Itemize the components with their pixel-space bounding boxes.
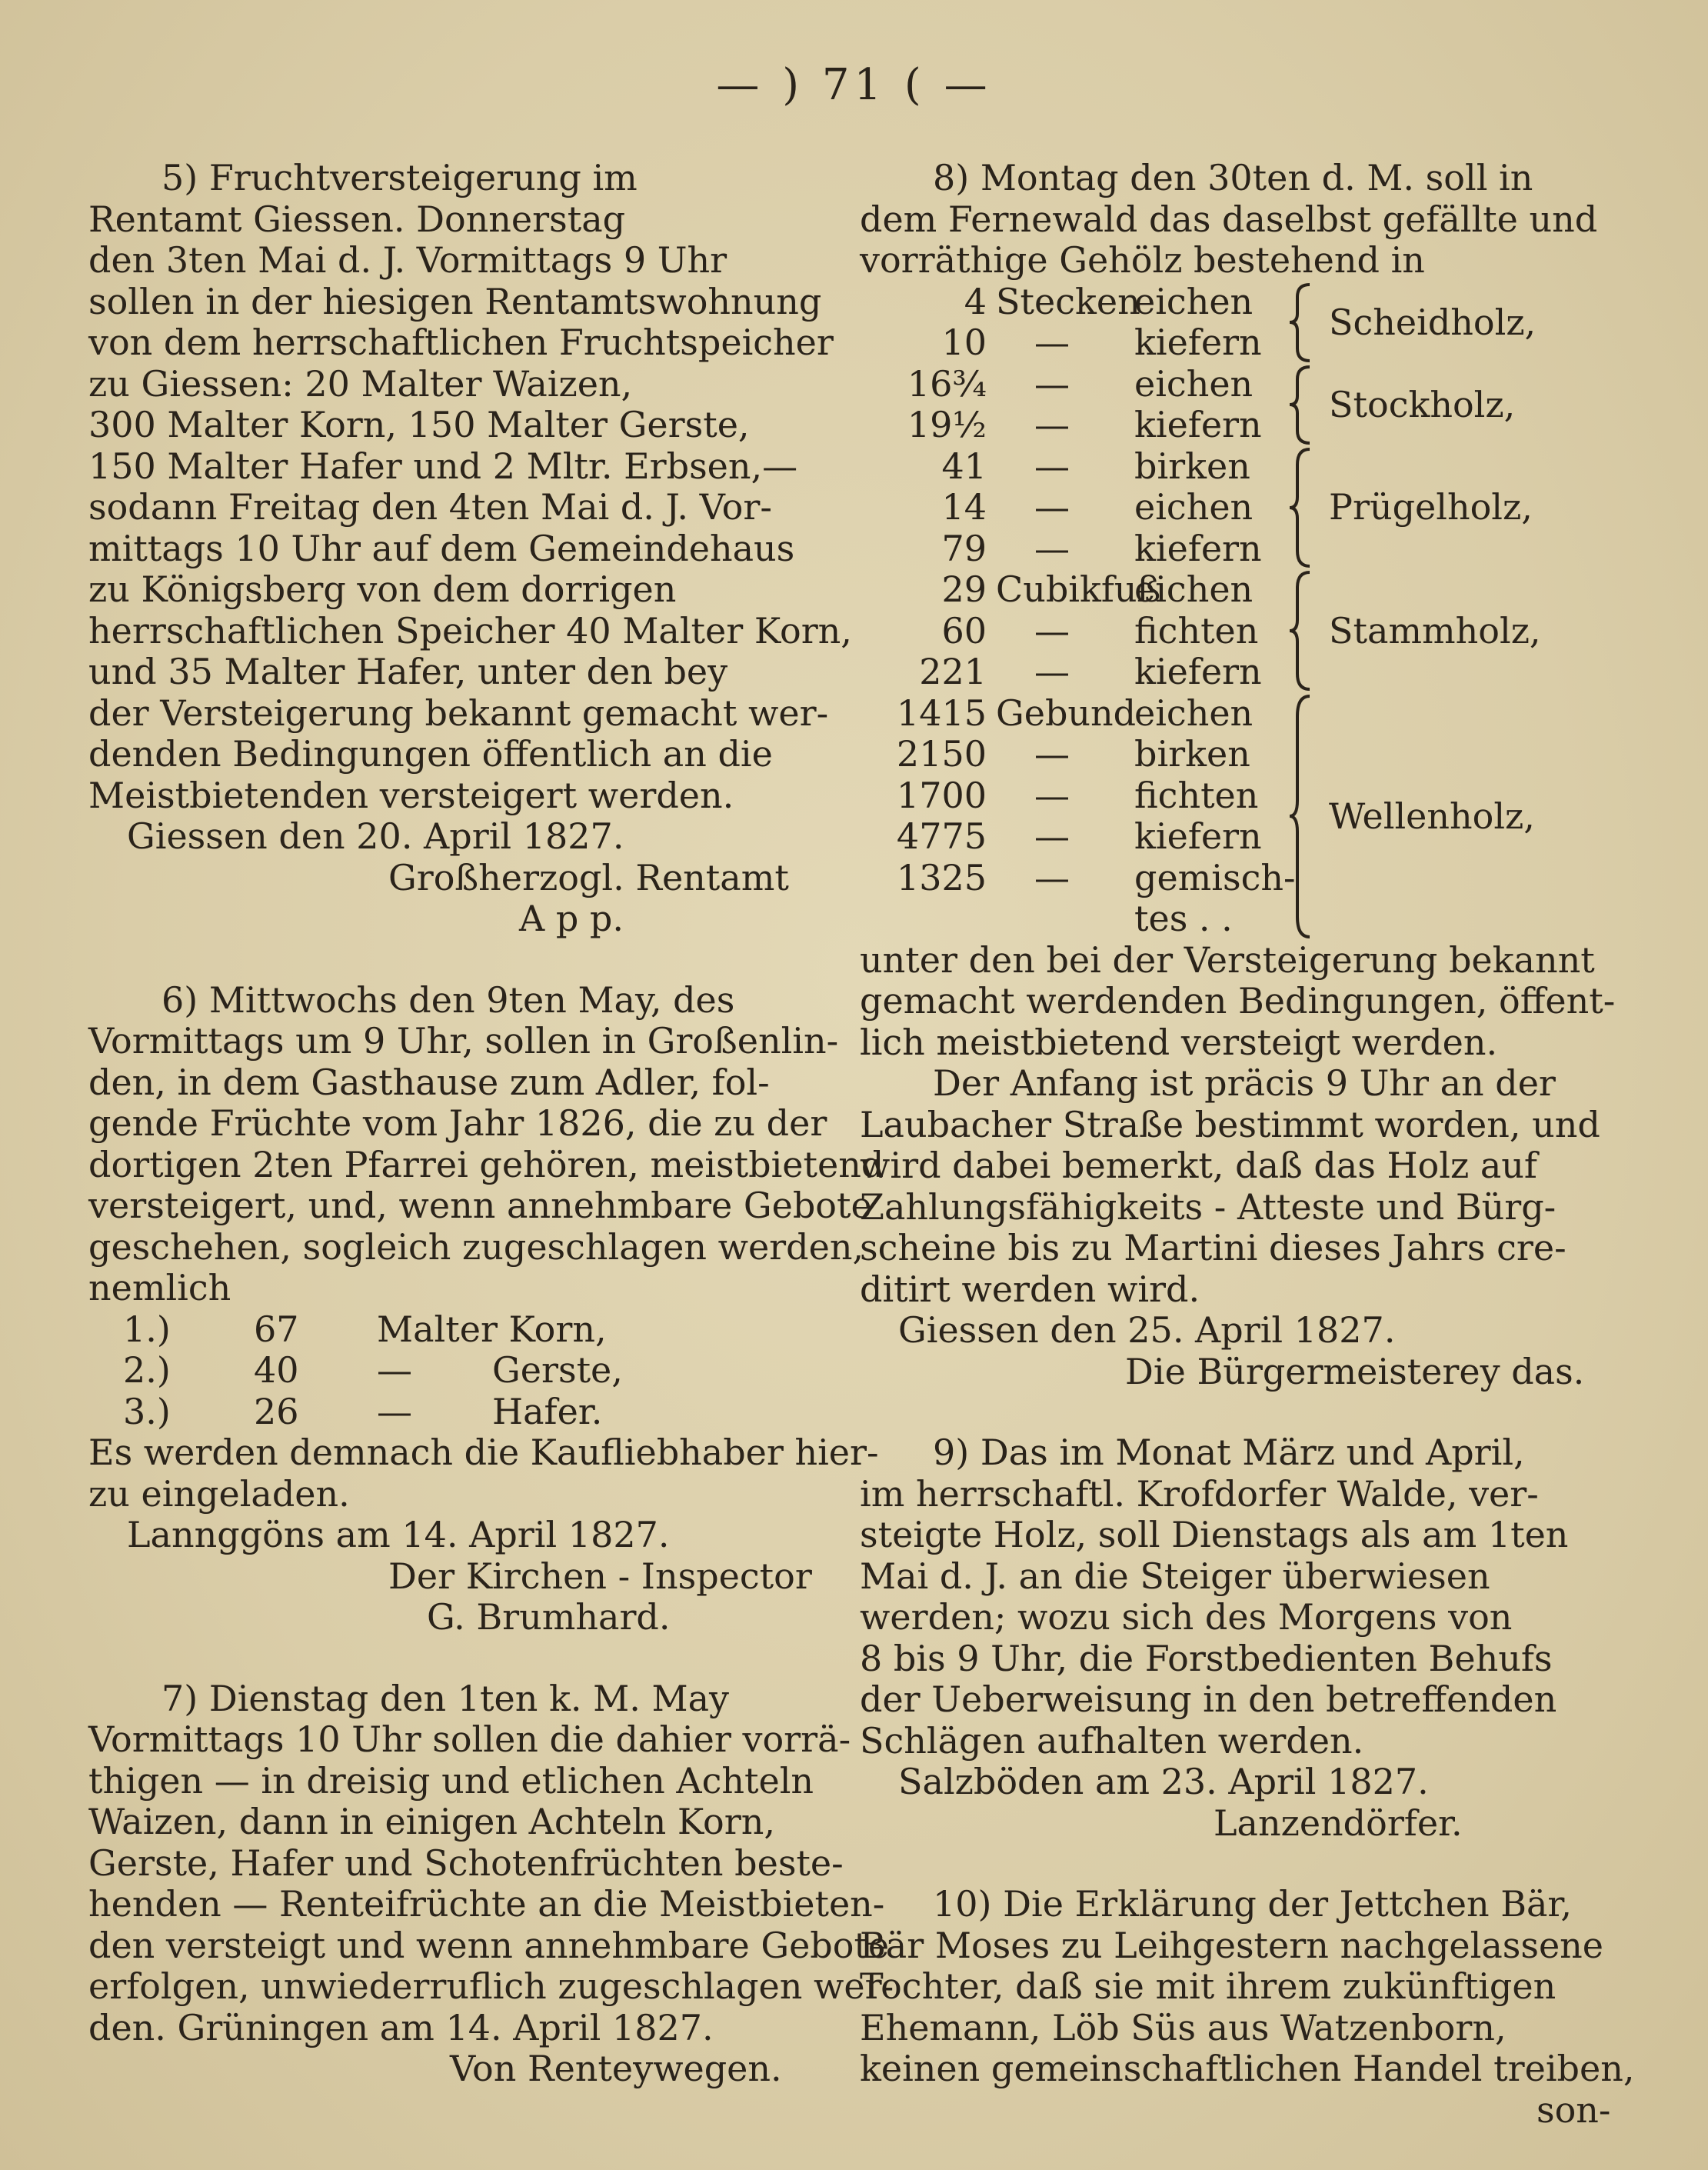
- page-header: — ) 71 ( —: [716, 60, 992, 110]
- notice-line: 8) Montag den 30ten d. M. soll in: [933, 157, 1533, 198]
- brace-icon: [1287, 282, 1317, 364]
- notice-line: gemacht werdenden Bedingungen, öffent-: [860, 980, 1616, 1022]
- notice-line: herrschaftlichen Speicher 40 Malter Korn,: [88, 609, 852, 652]
- notice-line: den, in dem Gasthause zum Adler, fol-: [88, 1061, 770, 1103]
- notice-line: zu eingeladen.: [88, 1472, 350, 1515]
- notice-line: und 35 Malter Hafer, unter den bey: [88, 651, 728, 692]
- signature-name: A p p.: [519, 898, 624, 939]
- place-date: Lannggöns am 14. April 1827.: [127, 1514, 670, 1555]
- notice-line: 7) Dienstag den 1ten k. M. May: [161, 1677, 729, 1719]
- notice-10: [860, 1883, 1635, 2131]
- notice-6: [88, 978, 884, 1638]
- wood-group-label: Stammholz,: [1329, 609, 1541, 652]
- notice-line: Vormittags 10 Uhr sollen die dahier vorrä-: [88, 1718, 851, 1760]
- brace-icon: [1287, 364, 1317, 446]
- notice-line: nemlich: [88, 1267, 231, 1308]
- notice-line: 8 bis 9 Uhr, die Forstbedienten Behufs: [860, 1637, 1553, 1679]
- place-date: Giessen den 20. April 1827.: [127, 815, 624, 857]
- notice-line: denden Bedingungen öffentlich an die: [88, 733, 773, 775]
- notice-line: zu Giessen: 20 Malter Waizen,: [88, 362, 633, 405]
- notice-line: versteigert, und, wenn annehmbare Gebote: [88, 1185, 872, 1226]
- notice-line: Vormittags um 9 Uhr, sollen in Großenlin-: [88, 1020, 839, 1062]
- wood-table: [860, 282, 1617, 940]
- notice-line: im herrschaftl. Krofdorfer Walde, ver-: [860, 1472, 1539, 1515]
- notice-line: den. Grüningen am 14. April 1827.: [88, 2006, 714, 2048]
- table-row: 1700 — fichten: [896, 774, 1259, 816]
- wood-group-label: Scheidholz,: [1329, 301, 1537, 343]
- table-row: 4 Stecken eichen: [964, 280, 1254, 322]
- notice-line: sodann Freitag den 4ten Mai d. J. Vor-: [88, 486, 772, 528]
- table-row: 16¾ — eichen: [907, 362, 1254, 405]
- notice-5: [88, 157, 852, 940]
- brace-icon: [1287, 446, 1317, 569]
- notice-line: vorräthige Gehölz bestehend in: [860, 239, 1425, 281]
- notice-line: Rentamt Giessen. Donnerstag: [88, 198, 626, 240]
- notice-line: werden; wozu sich des Morgens von: [860, 1596, 1513, 1638]
- notice-line: henden — Renteifrüchte an die Meistbieten-: [88, 1883, 885, 1925]
- notice-line: Tochter, daß sie mit ihrem zukünftigen: [860, 1965, 1557, 2007]
- notice-line: steigte Holz, soll Dienstags als am 1ten: [860, 1514, 1569, 1555]
- notice-line: den 3ten Mai d. J. Vormittags 9 Uhr: [88, 239, 727, 281]
- signature-office: Großherzogl. Rentamt: [388, 856, 789, 898]
- signature-office: Der Kirchen - Inspector: [388, 1555, 812, 1597]
- notice-line: der Versteigerung bekannt gemacht wer-: [88, 692, 829, 734]
- left-column: [88, 157, 894, 2090]
- notice-line: gende Früchte vom Jahr 1826, die zu der: [88, 1102, 827, 1144]
- notice-line: 9) Das im Monat März und April,: [933, 1432, 1525, 1473]
- wood-group-label: Prügelholz,: [1329, 485, 1533, 528]
- table-row: 41 — birken: [941, 445, 1250, 487]
- table-row: 29 Cubikfuß eichen: [941, 568, 1254, 610]
- table-row: 1415 Gebund eichen: [896, 692, 1254, 734]
- list-item: 2.) 40 — Gerste,: [123, 1349, 623, 1391]
- notice-line: Mai d. J. an die Steiger überwiesen: [860, 1555, 1490, 1597]
- notice-line: thigen — in dreisig und etlichen Achteln: [88, 1759, 814, 1802]
- signature-office: Die Bürgermeisterey das.: [1125, 1350, 1585, 1392]
- wood-group-label: Stockholz,: [1329, 383, 1516, 425]
- notice-line: Der Anfang ist präcis 9 Uhr an der: [933, 1062, 1556, 1104]
- notice-line: lich meistbietend versteigt werden.: [860, 1021, 1498, 1063]
- catchword: son-: [1537, 2088, 1611, 2131]
- wood-group-label: Wellenholz,: [1329, 795, 1535, 837]
- table-row: 4775 — kiefern: [896, 815, 1262, 857]
- notice-line: Ehemann, Löb Süs aus Watzenborn,: [860, 2006, 1507, 2048]
- notice-line: 150 Malter Hafer und 2 Mltr. Erbsen,—: [88, 445, 798, 487]
- notice-line: Meistbietenden versteigert werden.: [88, 774, 734, 816]
- notice-line: Schlägen aufhalten werden.: [860, 1719, 1364, 1762]
- notice-line: dortigen 2ten Pfarrei gehören, meistbietend: [88, 1143, 884, 1185]
- notice-line: Zahlungsfähigkeits - Atteste und Bürg-: [860, 1185, 1557, 1228]
- brace-icon: [1287, 693, 1317, 940]
- signature-office: Von Renteywegen.: [450, 2048, 782, 2089]
- notice-line: den versteigt und wenn annehmbare Gebote: [88, 1924, 890, 1966]
- notice-line: 10) Die Erklärung der Jettchen Bär,: [933, 1883, 1572, 1925]
- signature-name: Lanzendörfer.: [1214, 1802, 1463, 1844]
- notice-8: [860, 158, 1617, 1392]
- list-item: 1.) 67 Malter Korn,: [123, 1308, 607, 1350]
- notice-line: Gerste, Hafer und Schotenfrüchten beste-: [88, 1842, 844, 1884]
- notice-line: unter den bei der Versteigerung bekannt: [860, 938, 1595, 981]
- notice-line: ditirt werden wird.: [860, 1268, 1200, 1310]
- notice-line: Es werden demnach die Kaufliebhaber hier-: [88, 1432, 879, 1473]
- notice-line: Waizen, dann in einigen Achteln Korn,: [88, 1801, 775, 1842]
- table-row: 2150 — birken: [896, 733, 1250, 775]
- table-row: 60 — fichten: [941, 609, 1259, 652]
- notice-line: wird dabei bemerkt, daß das Holz auf: [860, 1145, 1537, 1186]
- table-row: 79 — kiefern: [941, 527, 1262, 569]
- place-date: Giessen den 25. April 1827.: [898, 1309, 1396, 1351]
- notice-line: geschehen, sogleich zugeschlagen werden,: [88, 1225, 864, 1268]
- table-row: 1325 — gemisch-: [896, 856, 1296, 898]
- table-row: tes . .: [1134, 898, 1233, 939]
- notice-line: keinen gemeinschaftlichen Handel treiben,: [860, 2048, 1635, 2089]
- notice-line: erfolgen, unwiederruflich zugeschlagen wer-: [88, 1965, 894, 2007]
- table-row: 19½ — kiefern: [907, 404, 1262, 445]
- notice-line: dem Fernewald das daselbst gefällte und: [860, 198, 1598, 240]
- notice-line: zu Königsberg von dem dorrigen: [88, 568, 677, 610]
- notice-line: Bär Moses zu Leihgestern nachgelassene: [860, 1924, 1604, 1966]
- notice-line: von dem herrschaftlichen Fruchtspeicher: [88, 322, 834, 363]
- notice-line: sollen in der hiesigen Rentamtswohnung: [88, 280, 822, 322]
- table-row: 14 — eichen: [941, 486, 1254, 528]
- notice-line: Laubacher Straße bestimmt worden, und: [860, 1103, 1600, 1145]
- signature-name: G. Brumhard.: [427, 1596, 671, 1638]
- right-column: [860, 157, 1635, 2131]
- notice-line: 5) Fruchtversteigerung im: [161, 157, 638, 198]
- notice-line: mittags 10 Uhr auf dem Gemeindehaus: [88, 527, 795, 569]
- table-row: 221 — kiefern: [919, 651, 1262, 692]
- notice-7: [88, 1677, 894, 2090]
- notice-line: 300 Malter Korn, 150 Malter Gerste,: [88, 404, 750, 445]
- notice-9: [860, 1432, 1617, 1844]
- notice-line: scheine bis zu Martini dieses Jahrs cre-: [860, 1227, 1566, 1268]
- table-row: 10 — kiefern: [941, 322, 1262, 363]
- place-date: Salzböden am 23. April 1827.: [898, 1761, 1429, 1802]
- brace-icon: [1287, 569, 1317, 692]
- grain-list: [88, 1309, 831, 1433]
- notice-line: 6) Mittwochs den 9ten May, des: [161, 978, 735, 1021]
- list-item: 3.) 26 — Hafer.: [123, 1390, 603, 1432]
- notice-line: der Ueberweisung in den betreffenden: [860, 1678, 1557, 1720]
